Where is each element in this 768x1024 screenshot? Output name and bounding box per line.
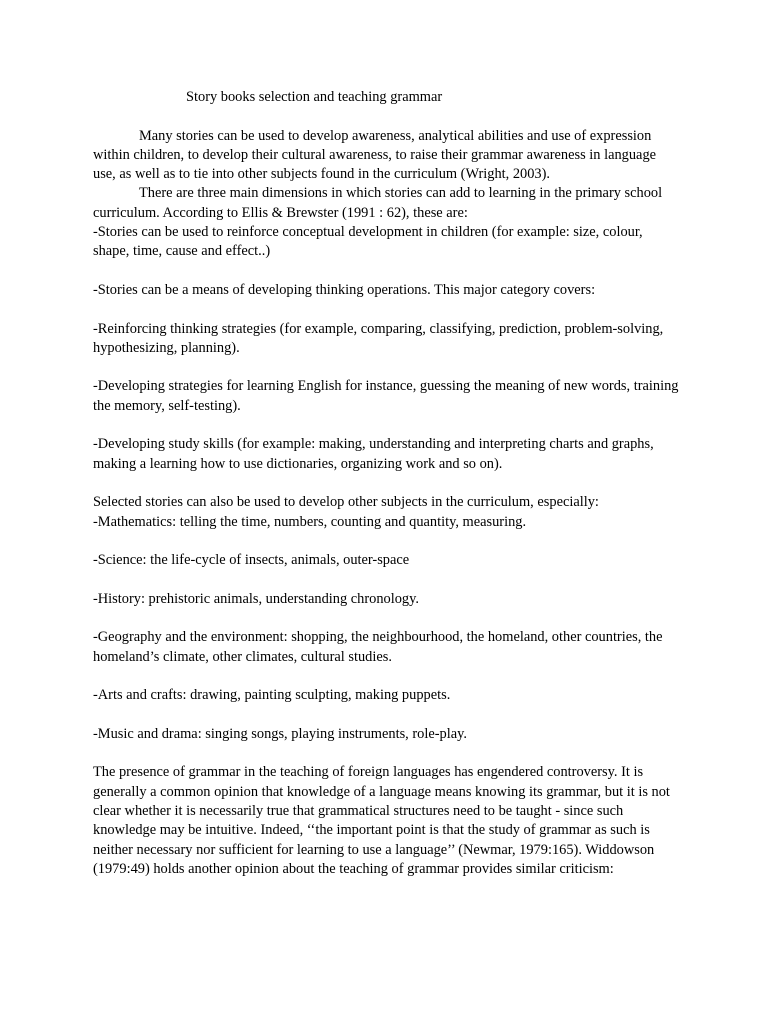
- paragraph-history: -History: prehistoric animals, understanding chronology.: [93, 590, 419, 607]
- document-page: [93, 88, 681, 879]
- document-title: Story books selection and teaching grammar: [186, 89, 443, 105]
- paragraph-arts-crafts: -Arts and crafts: drawing, painting sculpting, making puppets.: [93, 687, 451, 704]
- paragraph-grammar: The presence of grammar in the teaching of foreign languages has engendered controversy. It is generally a common opinion that knowledge of a language means knowing its grammar, but it is not clear whether it is necessarily true that grammatical structures need to be taught - since such knowledge may be intuitive. Indeed, ‘‘the important point is that the study of grammar as such is neither necessary nor sufficient for learning to use a language’’ (Newmar, 1979:165). Widdowson (1979:49) holds another opinion about the teaching of grammar provides similar criticism:: [93, 764, 670, 877]
- paragraph-intro: Many stories can be used to develop awareness, analytical abilities and use of expression within children, to develop their cultural awareness, to raise their grammar awareness in language use, as well as to tie into other subjects found in the curriculum (Wright, 2003).: [93, 127, 657, 183]
- paragraph-geography: -Geography and the environment: shopping, the neighbourhood, the homeland, other countries, the homeland’s climate, other climates, cultural studies.: [93, 629, 663, 665]
- paragraph-music-drama: -Music and drama: singing songs, playing instruments, role-play.: [93, 725, 467, 742]
- paragraph-other-subjects: Selected stories can also be used to develop other subjects in the curriculum, especially:: [93, 494, 599, 511]
- paragraph-thinking-strategies: -Reinforcing thinking strategies (for example, comparing, classifying, prediction, problem-solving, hypothesizing, planning).: [93, 320, 664, 356]
- paragraph-science: -Science: the life-cycle of insects, animals, outer-space: [93, 552, 410, 569]
- paragraph-study-skills: -Developing study skills (for example: making, understanding and interpreting charts and graphs, making a learning how to use dictionaries, organizing work and so on).: [93, 436, 654, 472]
- paragraph-learning-strategies: -Developing strategies for learning English for instance, guessing the meaning of new words, training the memory, self-testing).: [93, 378, 679, 414]
- paragraph-thinking-operations: -Stories can be a means of developing thinking operations. This major category covers:: [93, 281, 596, 298]
- paragraph-mathematics: -Mathematics: telling the time, numbers, counting and quantity, measuring.: [93, 513, 527, 530]
- paragraph-dimensions: There are three main dimensions in which stories can add to learning in the primary school curriculum. According to Ellis & Brewster (1991 : 62), these are:: [93, 185, 663, 221]
- paragraph-conceptual: -Stories can be used to reinforce conceptual development in children (for example: size, colour, shape, time, cause and effect..): [93, 224, 643, 260]
